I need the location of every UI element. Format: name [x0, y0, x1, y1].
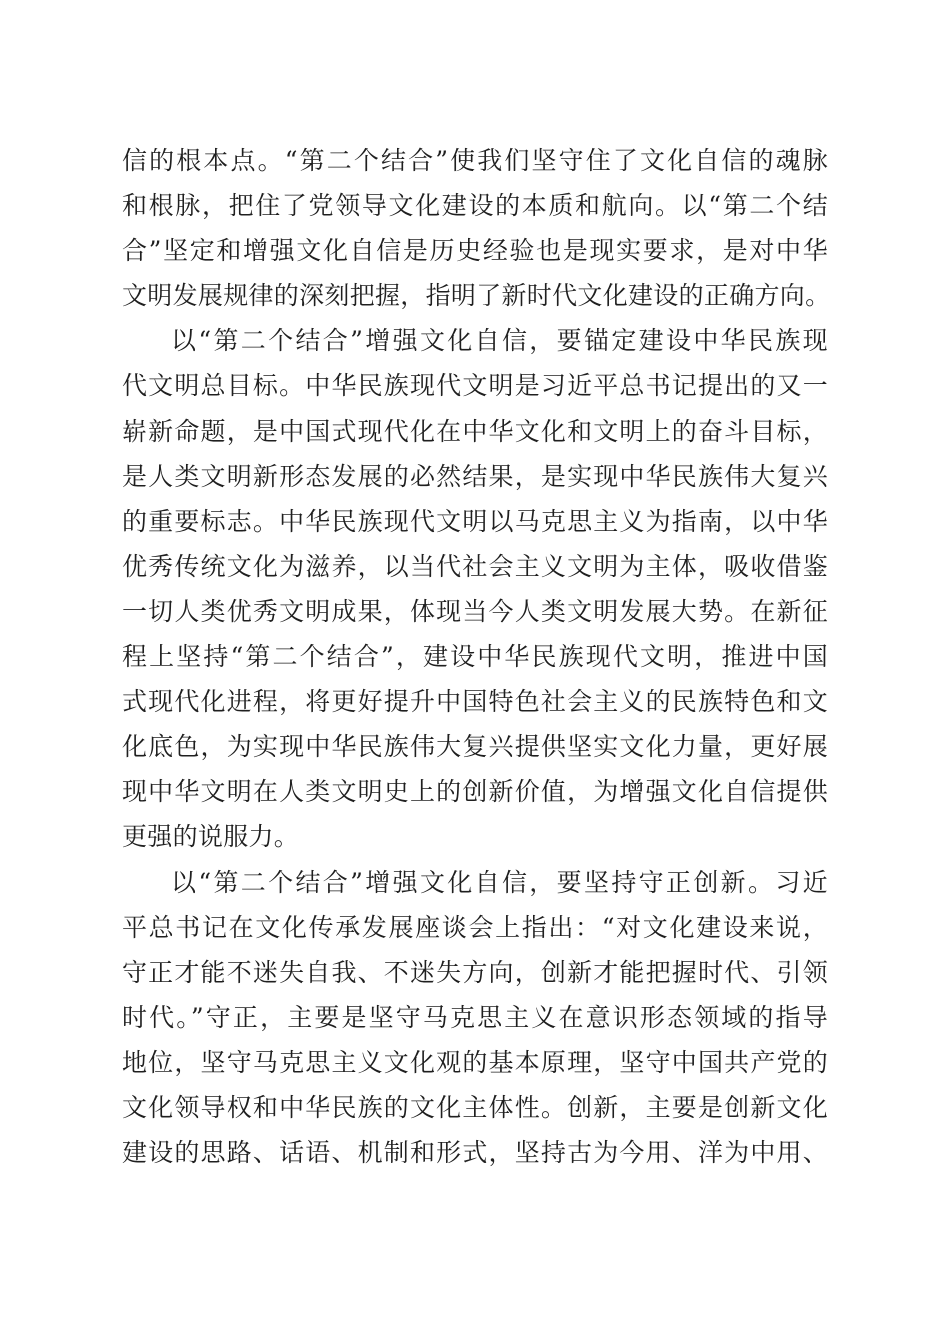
- text-line: 的重要标志。中华民族现代文明以马克思主义为指南，以中华: [122, 506, 828, 536]
- text-line: 现中华文明在人类文明史上的创新价值，为增强文化自信提供: [122, 777, 828, 807]
- paragraph-first-line: 以“第二个结合”增强文化自信，要坚持守正创新。习近: [171, 867, 828, 897]
- text-line: 化底色，为实现中华民族伟大复兴提供坚实文化力量，更好展: [122, 732, 828, 762]
- text-line: 合”坚定和增强文化自信是历史经验也是现实要求，是对中华: [122, 236, 828, 266]
- text-line: 是人类文明新形态发展的必然结果，是实现中华民族伟大复兴: [122, 461, 828, 491]
- text-line: 信的根本点。“第二个结合”使我们坚守住了文化自信的魂脉: [122, 146, 828, 175]
- text-line: 守正才能不迷失自我、不迷失方向，创新才能把握时代、引领: [122, 957, 828, 987]
- text-line: 时代。”守正，主要是坚守马克思主义在意识形态领域的指导: [122, 1002, 828, 1032]
- text-line: 程上坚持“第二个结合”，建设中华民族现代文明，推进中国: [122, 642, 828, 672]
- text-line: 和根脉，把住了党领导文化建设的本质和航向。以“第二个结: [122, 191, 828, 221]
- text-line: 一切人类优秀文明成果，体现当今人类文明发展大势。在新征: [122, 596, 828, 626]
- text-line: 地位，坚守马克思主义文化观的基本原理，坚守中国共产党的: [122, 1047, 828, 1077]
- text-line: 建设的思路、话语、机制和形式，坚持古为今用、洋为中用、: [122, 1138, 828, 1168]
- paragraph-first-line: 以“第二个结合”增强文化自信，要锚定建设中华民族现: [171, 326, 828, 356]
- text-line: 文化领导权和中华民族的文化主体性。创新，主要是创新文化: [122, 1092, 828, 1122]
- text-line: 代文明总目标。中华民族现代文明是习近平总书记提出的又一: [122, 371, 828, 401]
- text-line: 平总书记在文化传承发展座谈会上指出：“对文化建设来说，: [122, 912, 828, 942]
- text-line: 优秀传统文化为滋养，以当代社会主义文明为主体，吸收借鉴: [122, 551, 828, 581]
- text-line: 崭新命题，是中国式现代化在中华文化和文明上的奋斗目标，: [122, 416, 828, 446]
- text-line: 文明发展规律的深刻把握，指明了新时代文化建设的正确方向。: [122, 281, 831, 311]
- text-line: 式现代化进程，将更好提升中国特色社会主义的民族特色和文: [122, 687, 828, 717]
- text-line: 更强的说服力。: [122, 822, 300, 852]
- body-text: [122, 138, 831, 1175]
